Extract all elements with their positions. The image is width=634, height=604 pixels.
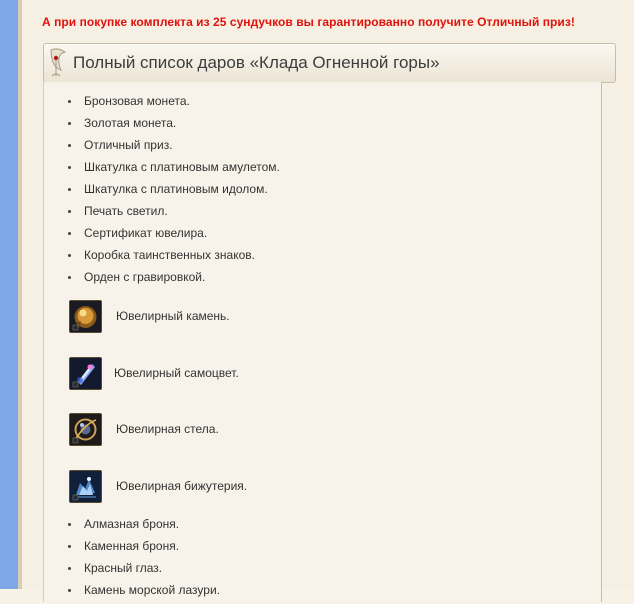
panel-body <box>43 82 602 602</box>
panel-title: Полный список даров «Клада Огненной горы» <box>73 53 440 72</box>
list-item: Орден с гравировкой. <box>44 269 601 291</box>
list-item: Шкатулка с платиновым идолом. <box>44 181 601 203</box>
jewel-row <box>44 300 601 336</box>
jewel-gem-icon <box>69 357 102 390</box>
jewel-row <box>44 357 601 393</box>
bullet-icon <box>68 188 71 191</box>
jewel-label: Ювелирная бижутерия. <box>116 479 248 493</box>
bullet-icon <box>68 166 71 169</box>
bullet-icon <box>68 122 71 125</box>
jewel-label: Ювелирная стела. <box>116 422 219 436</box>
bullet-icon <box>68 254 71 257</box>
ornament-icon <box>47 46 69 80</box>
list-item: Камень морской лазури. <box>44 582 601 604</box>
list-item: Коробка таинственных знаков. <box>44 247 601 269</box>
panel-header <box>43 43 616 83</box>
bullet-icon <box>68 100 71 103</box>
bullet-icon <box>68 545 71 548</box>
list-item: Шкатулка с платиновым амулетом. <box>44 159 601 181</box>
bullet-icon <box>68 210 71 213</box>
list-item: Золотая монета. <box>44 115 601 137</box>
jewel-stele-icon <box>69 413 102 446</box>
guarantee-notice: А при покупке комплекта из 25 сундучков вы гарантированно получите Отличный приз! <box>42 15 575 29</box>
jewel-label: Ювелирный камень. <box>116 309 230 323</box>
list-item: Бронзовая монета. <box>44 93 601 115</box>
jewel-row <box>44 470 601 506</box>
list-item: Красный глаз. <box>44 560 601 582</box>
gift-list-panel <box>43 43 614 603</box>
list-item: Отличный приз. <box>44 137 601 159</box>
bullet-icon <box>68 567 71 570</box>
list-item: Каменная броня. <box>44 538 601 560</box>
browser-left-edge <box>0 0 18 589</box>
jewel-label: Ювелирный самоцвет. <box>114 366 239 380</box>
jewel-stone-icon <box>69 300 102 333</box>
bullet-icon <box>68 232 71 235</box>
list-item: Алмазная броня. <box>44 516 601 538</box>
bullet-icon <box>68 523 71 526</box>
list-item: Печать светил. <box>44 203 601 225</box>
jewel-bijou-icon <box>69 470 102 503</box>
bullet-icon <box>68 144 71 147</box>
bullet-icon <box>68 276 71 279</box>
bullet-icon <box>68 589 71 592</box>
jewel-row <box>44 413 601 449</box>
list-item: Сертификат ювелира. <box>44 225 601 247</box>
